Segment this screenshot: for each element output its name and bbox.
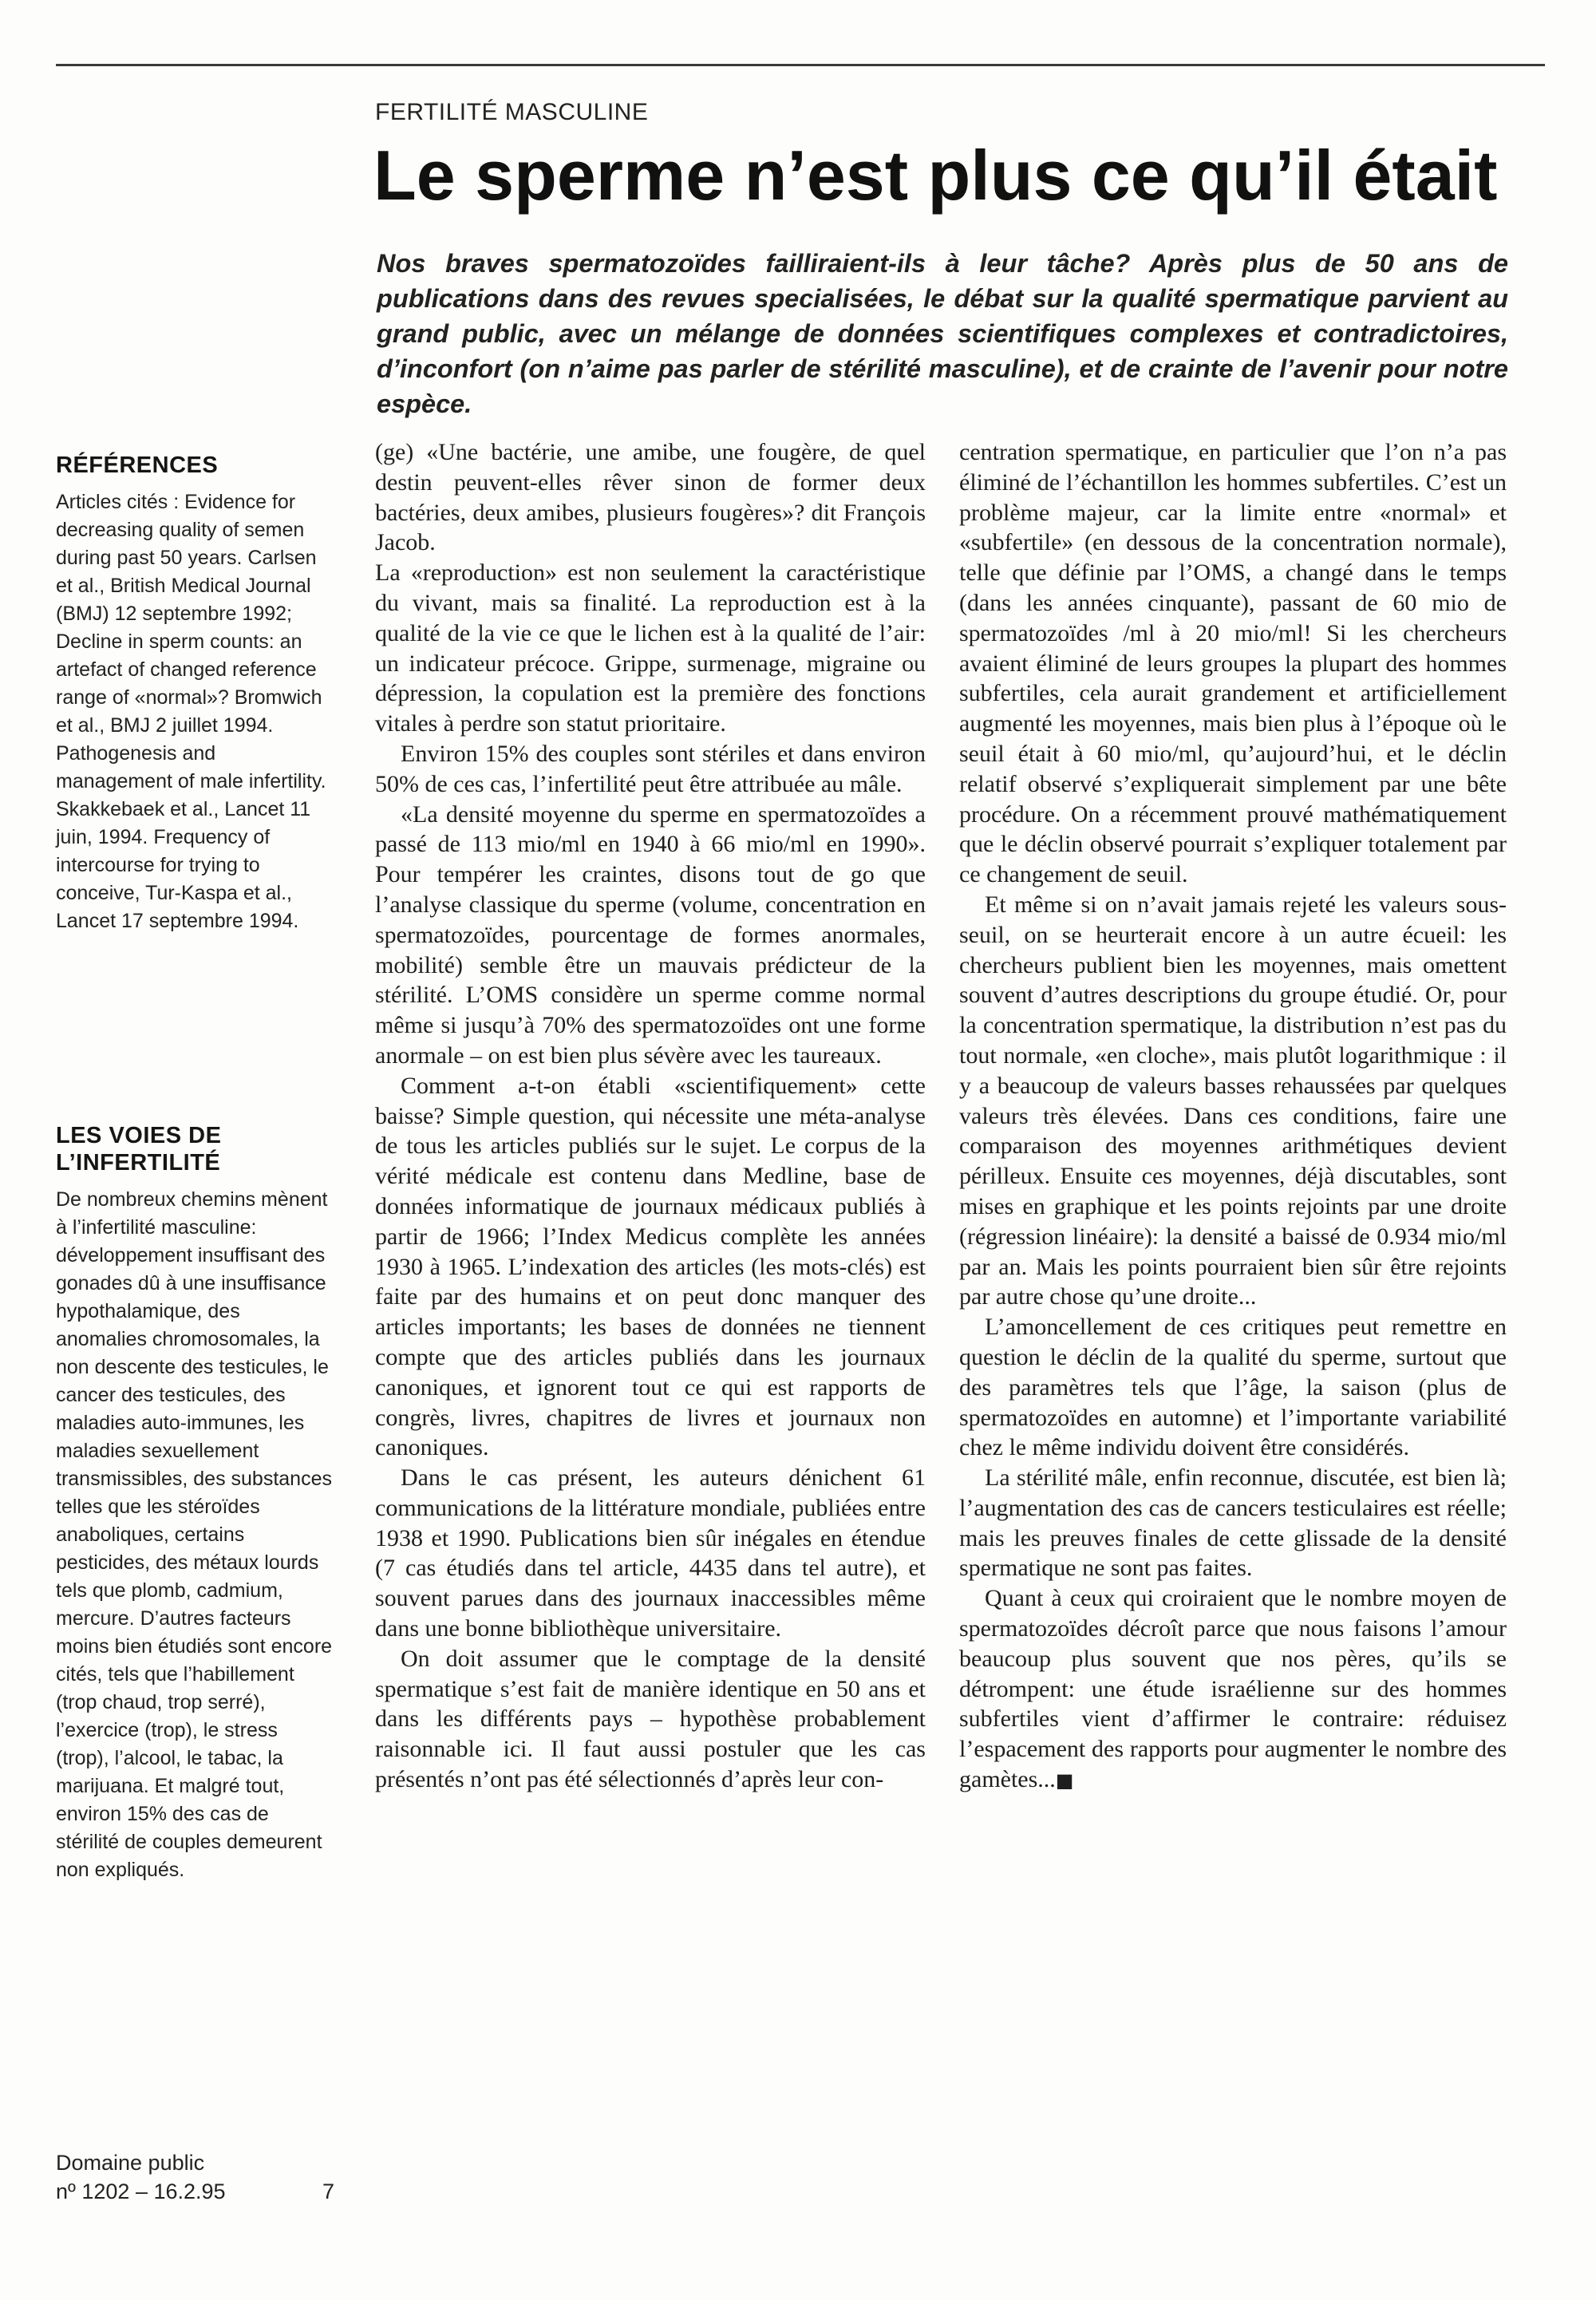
article-column-2 — [959, 437, 1507, 1796]
references-box — [56, 452, 335, 935]
infertility-causes-heading: LES VOIES DE L’INFERTILITÉ — [56, 1123, 222, 1176]
issue-footer — [56, 2148, 343, 2206]
paragraph: «La densité moyenne du sperme en spermatozoïdes a passé de 113 mio/ml en 1940 à 66 mio/ml en 1990». Pour tempérer les craintes, disons tout de go que l’analyse classique du sperme (volume, concentration en spermatozoïdes, pourcentage de formes anormales, mobilité) semble être un mauvais prédicteur de la stérilité. L’OMS considère un sperme comme normal même si jusqu’à 70% des spermatozoïdes ont une forme anormale – on est bien plus sévère avec les taureaux. — [375, 800, 926, 1069]
paragraph: La stérilité mâle, enfin reconnue, discutée, est bien là; l’augmentation des cas de cancers testiculaires est réelle; mais les preuves finales de cette glissade de la densité spermatique ne sont pas faites. — [959, 1464, 1507, 1582]
paragraph: Environ 15% des couples sont stériles et dans environ 50% de ces cas, l’infertilité peut être attribuée au mâle. — [375, 740, 926, 797]
paragraph: L’amoncellement de ces critiques peut remettre en question le déclin de la qualité du sperme, surtout que des paramètres tels que l’âge, la saison (plus de spermatozoïdes en automne) et l’importante variabilité chez le même individu doivent être considérés. — [959, 1314, 1507, 1461]
top-rule — [56, 64, 1545, 66]
infertility-causes-box — [56, 1122, 335, 1884]
section-kicker: FERTILITÉ MASCULINE — [375, 99, 649, 125]
publication-name: Domaine public — [56, 2151, 205, 2175]
references-heading: RÉFÉRENCES — [56, 452, 219, 478]
paragraph: centration spermatique, en particulier que l’on n’a pas éliminé de l’échantillon les hommes subfertiles. C’est un problème majeur, car la limite entre «normal» et «subfertile» (en dessous de la concentration normale), telle que définie par l’OMS, a changé dans le temps (dans les années cinquante), passant de 60 mio de spermatozoïdes /ml à 20 mio/ml! Si les chercheurs avaient éliminé de leurs groupes la plupart des hommes subfertiles, cela aurait grandement et artificiellement augmenté les moyennes, mais bien plus à l’époque où le seuil était à 60 mio/ml, qu’aujourd’hui, et le déclin relatif observé s’expliquerait simplement par une bête procédure. On a récemment prouvé mathématiquement que le déclin observé pourrait s’expliquer totalement par ce changement de seuil. — [959, 439, 1507, 888]
paragraph: (ge) «Une bactérie, une amibe, une fougère, de quel destin peuvent-elles rêver sinon de former deux bactéries, deux amibes, plusieurs fougères»? dit François Jacob. — [375, 439, 926, 556]
paragraph-final — [959, 1583, 1507, 1796]
end-of-article-mark: ■ — [1055, 1769, 1074, 1792]
issue-info: nº 1202 – 16.2.95 — [56, 2179, 226, 2203]
paragraph: On doit assumer que le comptage de la densité spermatique s’est fait de manière identique en 50 ans et dans les différents pays – hypothèse probablement raisonnable ici. Il faut aussi postuler que les cas présentés n’ont pas été sélectionnés d’après leur con- — [375, 1645, 926, 1793]
paragraph: Et même si on n’avait jamais rejeté les valeurs sous-seuil, on se heurterait encore à un autre écueil: les chercheurs publient bien les moyennes, mais omettent souvent d’autres descriptions du groupe étudié. Or, pour la concentration spermatique, la distribution n’est pas du tout normale, «en cloche», mais plutôt logarithmique : il y a beaucoup de valeurs basses rehaussées par quelques valeurs très élevées. Dans ces conditions, faire une comparaison des moyennes arithmétiques devient périlleux. Ensuite ces moyennes, déjà discutables, sont mises en graphique et les points rejoints par une droite (régression linéaire): la densité a baissé de 0.934 mio/ml par an. Mais les points pourraient bien sûr être rejoints par autre chose qu’une droite... — [959, 891, 1507, 1310]
paragraph: Quant à ceux qui croiraient que le nombre moyen de spermatozoïdes décroît parce que nous faisons l’amour beaucoup plus souvent que nos pères, qu’ils se détrompent: une étude israélienne sur des hommes subfertiles vient d’affirmer le contraire: réduisez l’espacement des rapports pour augmenter le nombre des gamètes... — [959, 1585, 1507, 1793]
article-column-1 — [375, 437, 926, 1795]
paragraph: Comment a-t-on établi «scientifiquement» cette baisse? Simple question, qui nécessite une méta-analyse de tous les articles publiés sur le sujet. Le corpus de la vérité médicale est contenu dans Medline, base de données informatique de journaux médicaux publiés à partir de 1966; l’Index Medicus complète les années 1930 à 1965. L’indexation des articles (les mots-clés) est faite par des humains et on peut donc manquer des articles importants; les bases de données ne tiennent compte que des articles publiés dans les journaux canoniques, et ignorent tout ce qui est rapports de congrès, livres, chapitres de livres et journaux non canoniques. — [375, 1072, 926, 1461]
infertility-causes-text: De nombreux chemins mènent à l’infertilité masculine: développement insuffisant des gonades dû à une insuffisance hypothalamique, des anomalies chromosomales, la non descente des testicules, le cancer des testicules, des maladies auto-immunes, les maladies sexuellement transmissibles, des substances telles que les stéroïdes anaboliques, certains pesticides, des métaux lourds tels que plomb, cadmium, mercure. D’autres facteurs moins bien étudiés sont encore cités, tels que l’habillement (trop chaud, trop serré), l’exercice (trop), le stress (trop), l’alcool, le tabac, la marijuana. Et malgré tout, environ 15% des cas de stérilité de couples demeurent non expliqués. — [56, 1188, 333, 1881]
article-title: Le sperme n’est plus ce qu’il était — [373, 136, 1498, 215]
paragraph: La «reproduction» est non seulement la caractéristique du vivant, mais sa finalité. La reproduction est à la qualité de la vie ce que le lichen est à la qualité de l’air: un indicateur précoce. Grippe, surmenage, migraine ou dépression, la copulation est la première des fonctions vitales à perdre son statut prioritaire. — [375, 559, 926, 737]
article-intro: Nos braves spermatozoïdes failliraient-ils à leur tâche? Après plus de 50 ans de publications dans des revues specialisées, le débat sur la qualité spermatique parvient au grand public, avec un mélange de données scientifiques complexes et contradictoires, d’inconfort (on n’aime pas parler de stérilité masculine), et de crainte de l’avenir pour notre espèce. — [377, 249, 1508, 418]
references-text: Articles cités : Evidence for decreasing quality of semen during past 50 years. Carlsen et al., British Medical Journal (BMJ) 12 septembre 1992; Decline in sperm counts: an artefact of changed reference range of «normal»? Bromwich et al., BMJ 2 juillet 1994. Pathogenesis and management of male infertility. Skakkebaek et al., Lancet 11 juin, 1994. Frequency of intercourse for trying to conceive, Tur-Kaspa et al., Lancet 17 septembre 1994. — [56, 491, 326, 932]
page-number: 7 — [322, 2179, 335, 2203]
paragraph: Dans le cas présent, les auteurs dénichent 61 communications de la littérature mondiale, publiées entre 1938 et 1990. Publications bien sûr inégales en étendue (7 cas étudiés dans tel article, 4435 dans tel autre), et souvent parues dans des journaux inaccessibles même dans une bonne bibliothèque universitaire. — [375, 1464, 926, 1642]
